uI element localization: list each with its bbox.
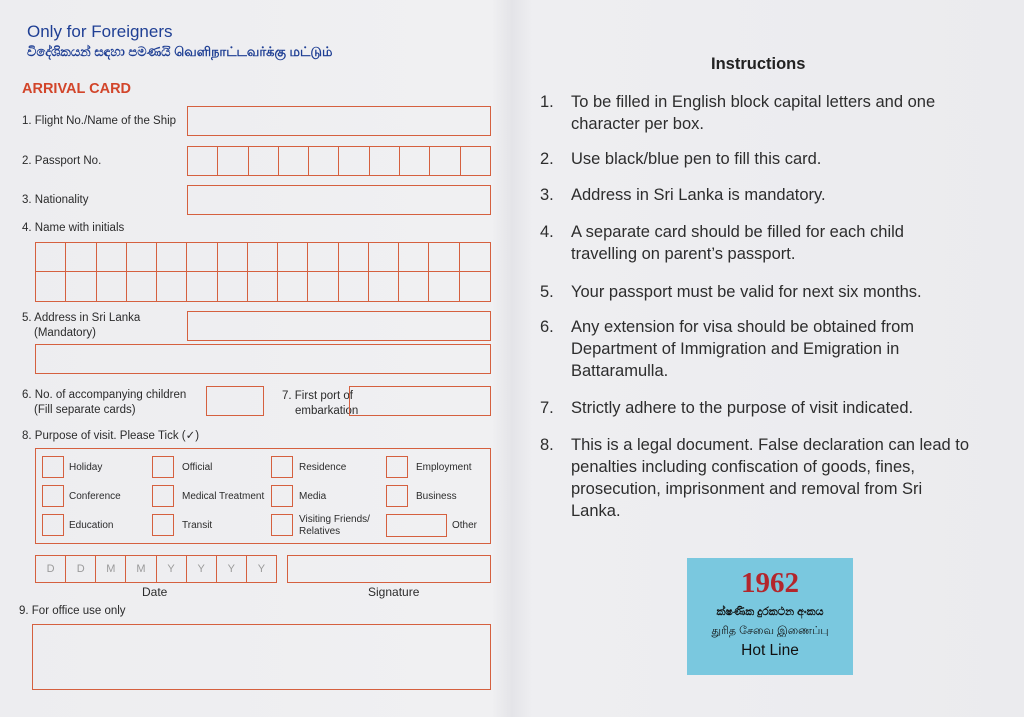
media-label: Media [299,491,327,502]
education-checkbox[interactable] [42,514,64,536]
business-checkbox[interactable] [386,485,408,507]
signature-label: Signature [368,585,420,599]
instruction-item [540,148,971,170]
business-label: Business [416,491,457,502]
instruction-number: 2. [540,150,554,168]
holiday-checkbox[interactable] [42,456,64,478]
residence-label: Residence [299,462,347,473]
port-label-cont: embarkation [295,405,359,417]
conference-checkbox[interactable] [42,485,64,507]
conference-label: Conference [69,491,121,502]
date-day-cell: D [36,556,66,582]
other-label: Other [452,520,478,531]
flight-label: 1. Flight No./Name of the Ship [22,115,177,127]
instruction-text: This is a legal document. False declaration can lead to penalties including confiscation of goods, fines, prosecution, imprisonment and removal from Sri Lanka. [571,436,970,520]
date-year-cell: Y [157,556,187,582]
card-subtitle-native: විදේශිකයන් සඳහා පමණයි வெளிநாட்டவர்க்கு மட்டும் [27,44,333,59]
port-input[interactable] [349,386,491,416]
name-label: 4. Name with initials [22,222,125,234]
nationality-label: 3. Nationality [22,194,89,206]
instruction-number: 6. [540,318,554,336]
date-input[interactable] [35,555,277,583]
date-year-cell: Y [217,556,247,582]
children-count-input[interactable] [206,386,264,416]
instruction-number: 8. [540,436,554,454]
instruction-text: Use black/blue pen to fill this card. [571,150,822,168]
instruction-number: 4. [540,223,554,241]
instruction-number: 7. [540,399,554,417]
purpose-label: 8. Purpose of visit. Please Tick (✓) [22,430,200,442]
children-label: 6. No. of accompanying children [22,389,187,401]
office-use-box [32,624,491,690]
hotline-box [687,558,853,675]
instruction-text: To be filled in English block capital letters and one character per box. [571,93,936,133]
instruction-item [540,316,971,382]
residence-checkbox[interactable] [271,456,293,478]
media-checkbox[interactable] [271,485,293,507]
children-note: (Fill separate cards) [34,404,136,416]
instructions-title: Instructions [711,55,806,73]
official-label: Official [182,462,213,473]
hotline-sinhala: ක්ෂණික දුරකථන අංකය [716,606,824,618]
instruction-item [540,434,971,522]
instruction-item [540,221,971,265]
address-label: 5. Address in Sri Lanka [22,312,141,324]
employment-checkbox[interactable] [386,456,408,478]
instruction-text: Address in Sri Lanka is mandatory. [571,186,826,204]
hotline-label: Hot Line [741,642,799,659]
passport-label: 2. Passport No. [22,155,102,167]
holiday-label: Holiday [69,462,103,473]
passport-input[interactable] [187,146,491,176]
instruction-text: A separate card should be filled for each child travelling on parent’s passport. [571,223,904,263]
hotline-tamil: துரித சேவை இணைப்பு [711,625,829,637]
instruction-number: 1. [540,93,554,111]
instruction-item [540,184,971,206]
transit-checkbox[interactable] [152,514,174,536]
office-use-label: 9. For office use only [19,605,126,617]
employment-label: Employment [416,462,472,473]
date-label: Date [142,585,168,599]
medical-label: Medical Treatment [182,491,265,502]
address-input-line1[interactable] [187,311,491,341]
hotline-number: 1962 [741,567,799,599]
transit-label: Transit [182,520,213,531]
medical-checkbox[interactable] [152,485,174,507]
instruction-item [540,397,971,419]
signature-input[interactable] [287,555,491,583]
date-month-cell: M [96,556,126,582]
date-year-cell: Y [257,563,266,575]
other-input[interactable] [386,514,447,537]
visiting-checkbox[interactable] [271,514,293,536]
instruction-number: 5. [540,283,554,301]
port-label: 7. First port of [282,390,353,402]
address-mandatory-note: (Mandatory) [34,327,96,339]
form-heading: ARRIVAL CARD [22,81,132,97]
card-title: Only for Foreigners [27,22,173,41]
instruction-text: Any extension for visa should be obtained from Department of Immigration and Emigration in Battaramulla. [571,318,915,380]
instruction-item [540,91,971,135]
instruction-text: Strictly adhere to the purpose of visit indicated. [571,399,914,417]
visiting-label: Visiting Friends/ [299,514,370,525]
instruction-text: Your passport must be valid for next six months. [571,283,922,301]
instruction-item [540,281,971,303]
nationality-input[interactable] [187,185,491,215]
date-day-cell: D [66,556,96,582]
visiting-label-cont: Relatives [299,526,341,537]
address-input-line2[interactable] [35,344,491,374]
flight-input[interactable] [187,106,491,136]
official-checkbox[interactable] [152,456,174,478]
name-input-grid[interactable] [35,242,491,302]
date-year-cell: Y [187,556,217,582]
instruction-number: 3. [540,186,554,204]
date-month-cell: M [126,556,156,582]
education-label: Education [69,520,114,531]
